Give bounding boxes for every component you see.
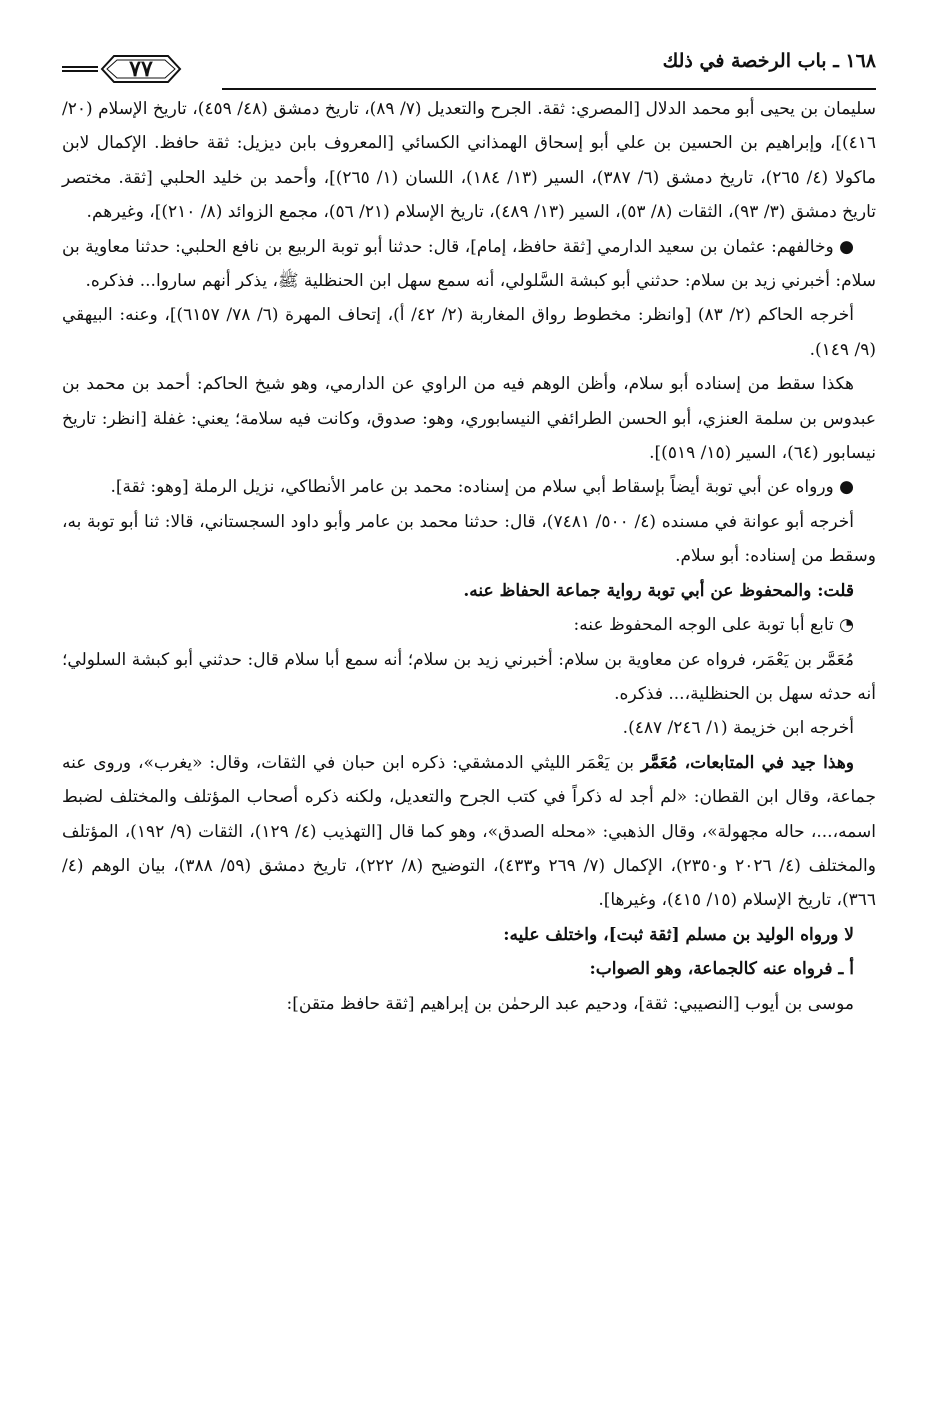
page-number-frame: [98, 52, 184, 86]
paragraph-8: ◔ تابع أبا توبة على الوجه المحفوظ عنه:: [573, 615, 854, 636]
header-rule: [222, 88, 876, 90]
paragraph-12: ﻻ ورواه الوليد بن مسلم [ثقة ثبت]، واختلف عليه:: [503, 924, 854, 945]
page-number-badge: [62, 52, 184, 86]
paragraph-5: ● ورواه عن أبي توبة أيضاً بإسقاط أبي سلام من إسناده: محمد بن عامر الأنطاكي، نزيل الرملة [وهو: ثقة].: [110, 477, 854, 498]
paragraph-1: سليمان بن يحيى أبو محمد الدلال [المصري: ثقة. الجرح والتعديل (٧/ ٨٩)، تاريخ دمشق (٤٨/ ٤٥٩)، تاريخ الإسلام (٢٠/ ٤١٦)]، وإبراهيم بن الحسين بن علي أبو إسحاق الهمذاني الكسائي [المعروف بابن ديزيل: ثقة حافظ. الإكمال لابن ماكولا (٤/ ٢٦٥)، تاريخ دمشق (٦/ ٣٨٧)، السير (١٣/ ١٨٤)، اللسان (١/ ٢٦٥)]، وأحمد بن خليد الحلبي [ثقة. مختصر تاريخ دمشق (٣/ ٩٣)، الثقات (٨/ ٥٣)، السير (١٣/ ٤٨٩)، تاريخ الإسلام (٢١/ ٥٦)، مجمع الزوائد (٨/ ٢١٠)]، وغيرهم.: [62, 99, 877, 223]
paragraph-3: أخرجه الحاكم (٢/ ٨٣) [وانظر: مخطوط رواق المغاربة (٢/ ٤٢/ أ)، إتحاف المهرة (٦/ ٧٨/ ٦١٥٧)]، وعنه: البيهقي (٩/ ١٤٩).: [62, 305, 876, 360]
badge-left-rule: [62, 66, 98, 72]
paragraph-14: موسى بن أيوب [النصيبي: ثقة]، ودحيم عبد الرحمٰن بن إبراهيم [ثقة حافظ متقن]:: [286, 993, 854, 1014]
page-body: [62, 92, 876, 1021]
paragraph-13: أ ـ فرواه عنه كالجماعة، وهو الصواب:: [589, 959, 854, 980]
paragraph-11-text: بن يَعْمَر الليثي الدمشقي: ذكره ابن حبان في الثقات، وقال: «يغرب»، وروى عنه جماعة، وقال ابن القطان: «لم أجد له ذكراً في كتب الجرح والتعديل، ولكنه ذكره أصحاب المؤتلف والمختلف لضبط اسمه،...، حاله مجهولة»، وقال الذهبي: «محله الصدق»، وهو كما قال [التهذيب (٤/ ١٢٩)، الثقات (٩/ ١٩٢)، المؤتلف والمختلف (٤/ ٢٠٢٦ و٢٣٥٠)، الإكمال (٧/ ٢٦٩ و٤٣٣)، التوضيح (٨/ ٢٢٢)، تاريخ دمشق (٥٩/ ٣٨٨)، بيان الوهم (٤/ ٣٦٦)، تاريخ الإسلام (١٥/ ٤١٥)، وغيرها].: [62, 752, 876, 911]
paragraph-2: ● وخالفهم: عثمان بن سعيد الدارمي [ثقة حافظ، إمام]، قال: حدثنا أبو توبة الربيع بن نافع الحلبي: حدثنا معاوية بن سلام: أخبرني زيد بن سلام: حدثني أبو كبشة السَّلولي، أنه سمع سهل ابن الحنظلية ﷺ، يذكر أنهم ساروا... فذكره.: [62, 236, 876, 292]
paragraph-10: أخرجه ابن خزيمة (١/ ٢٤٦/ ٤٨٧).: [622, 718, 854, 739]
paragraph-11-lead-name: مُعَمَّر: [640, 752, 685, 773]
paragraph-4: هكذا سقط من إسناده أبو سلام، وأظن الوهم فيه من الراوي عن الدارمي، وهو شيخ الحاكم: أحمد بن محمد بن عبدوس بن سلمة العنزي، أبو الحسن الطرائفي النيسابوري، وهو: صدوق، وكانت فيه سلامة؛ يعني: غفلة [انظر: تاريخ نيسابور (٦٤)، السير (١٥/ ٥١٩)].: [62, 374, 876, 464]
paragraph-7: قلت: والمحفوظ عن أبي توبة رواية جماعة الحفاظ عنه.: [463, 580, 854, 601]
paragraph-6: أخرجه أبو عوانة في مسنده (٤/ ٥٠٠/ ٧٤٨١)، قال: حدثنا محمد بن عامر وأبو داود السجستاني، قالا: ثنا أبو توبة به، وسقط من إسناده: أبو سلام.: [62, 511, 876, 567]
page-header: [62, 30, 876, 92]
page-number: ٧٧: [129, 56, 153, 82]
paragraph-11: [62, 746, 876, 918]
running-head: ١٦٨ ـ باب الرخصة في ذلك: [662, 50, 876, 72]
paragraph-9: مُعَمَّر بن يَعْمَر، فرواه عن معاوية بن سلام: أخبرني زيد بن سلام؛ أنه سمع أبا سلام قال: حدثني أبو كبشة السلولي؛ أنه حدثه سهل بن الحنظلية،... فذكره.: [62, 649, 876, 704]
paragraph-11-lead: وهذا جيد في المتابعات،: [684, 752, 855, 773]
